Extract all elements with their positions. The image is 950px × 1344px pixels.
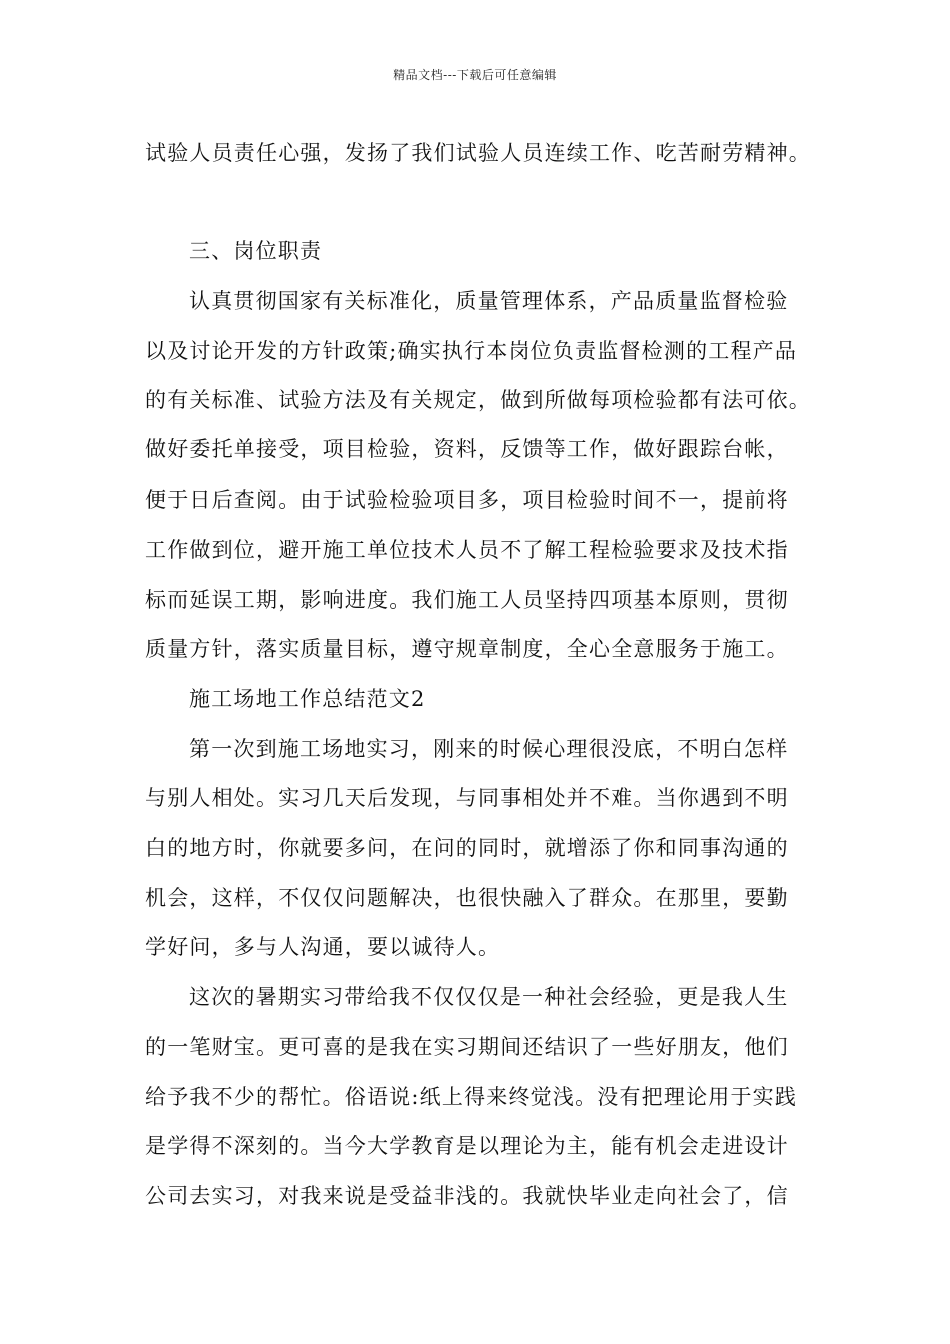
body-line: 做好委托单接受，项目检验，资料，反馈等工作，做好跟踪台帐， <box>145 437 789 461</box>
body-line: 标而延误工期，影响进度。我们施工人员坚持四项基本原则，贯彻 <box>145 588 789 612</box>
body-line: 试验人员责任心强，发扬了我们试验人员连续工作、吃苦耐劳精神。 <box>145 141 811 165</box>
body-line: 认真贯彻国家有关标准化，质量管理体系，产品质量监督检验 <box>189 289 789 313</box>
body-line: 给予我不少的帮忙。俗语说:纸上得来终觉浅。没有把理论用于实践 <box>145 1085 798 1109</box>
body-line: 以及讨论开发的方针政策;确实执行本岗位负责监督检测的工程产品 <box>145 339 798 363</box>
body-line: 学好问，多与人沟通，要以诚待人。 <box>145 935 501 959</box>
body-line: 白的地方时，你就要多问，在问的同时，就增添了你和同事沟通的 <box>145 836 789 860</box>
body-line: 第一次到施工场地实习，刚来的时候心理很没底，不明白怎样 <box>189 737 789 761</box>
section-heading: 三、岗位职责 <box>189 239 323 263</box>
section-title: 施工场地工作总结范文2 <box>189 687 426 711</box>
body-line: 是学得不深刻的。当今大学教育是以理论为主，能有机会走进设计 <box>145 1134 789 1158</box>
body-line: 与别人相处。实习几天后发现，与同事相处并不难。当你遇到不明 <box>145 786 789 810</box>
body-line: 的一笔财宝。更可喜的是我在实习期间还结识了一些好朋友，他们 <box>145 1035 789 1059</box>
body-line: 机会，这样，不仅仅问题解决，也很快融入了群众。在那里，要勤 <box>145 886 789 910</box>
page-header: 精品文档---下载后可任意编辑 <box>393 68 557 82</box>
body-line: 这次的暑期实习带给我不仅仅仅是一种社会经验，更是我人生 <box>189 985 789 1009</box>
body-line: 质量方针，落实质量目标，遵守规章制度，全心全意服务于施工。 <box>145 637 789 661</box>
body-line: 的有关标准、试验方法及有关规定，做到所做每项检验都有法可依。 <box>145 388 811 412</box>
body-line: 便于日后查阅。由于试验检验项目多，项目检验时间不一，提前将 <box>145 488 789 512</box>
body-line: 公司去实习，对我来说是受益非浅的。我就快毕业走向社会了，信 <box>145 1184 789 1208</box>
body-line: 工作做到位，避开施工单位技术人员不了解工程检验要求及技术指 <box>145 538 789 562</box>
